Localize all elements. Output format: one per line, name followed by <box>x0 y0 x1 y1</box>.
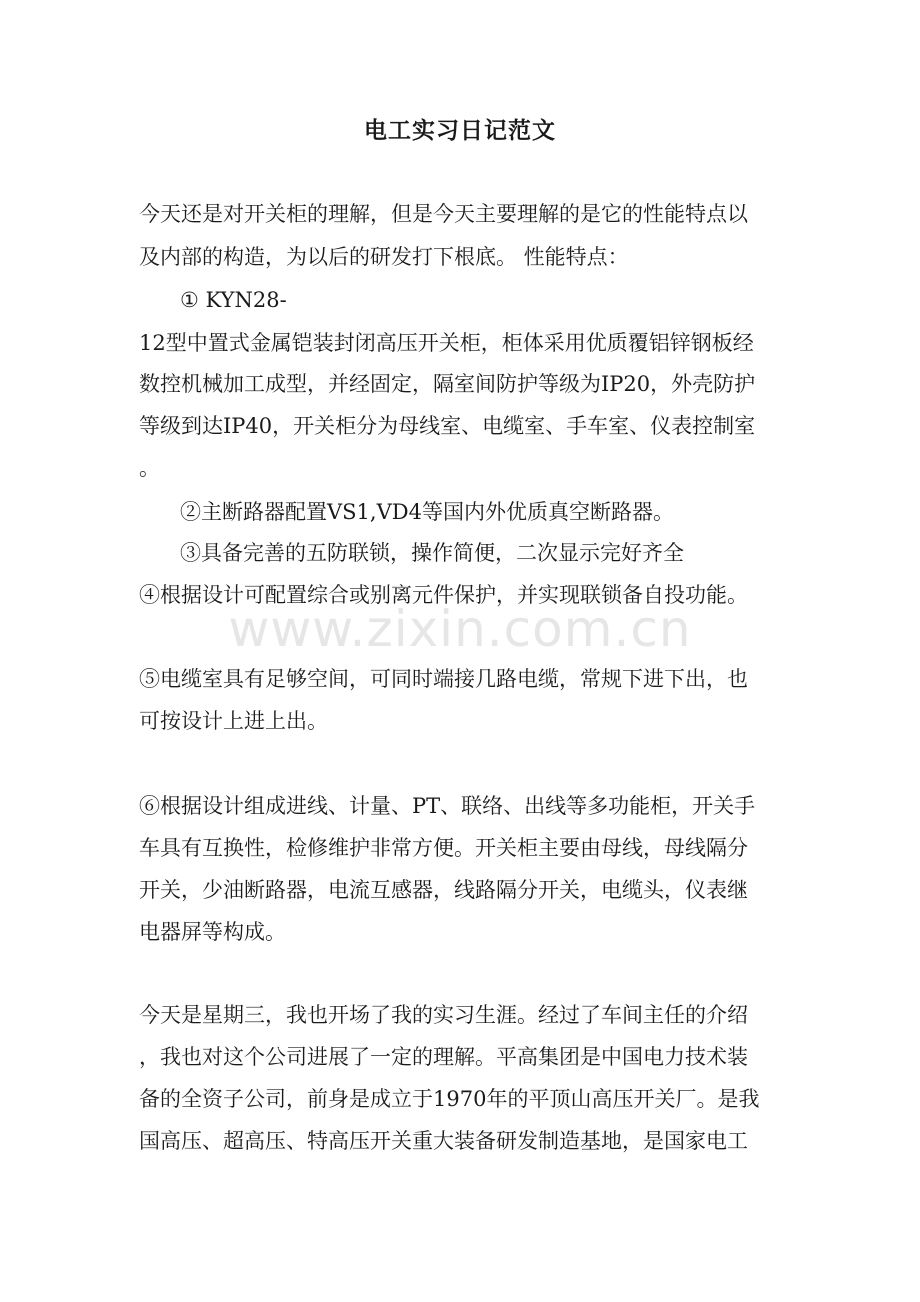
text-line: 车具有互换性，检修维护非常方便。开关柜主要由母线，母线隔分 <box>139 836 748 860</box>
text-line: ④根据设计可配置综合或别离元件保护，并实现联锁备自投功能。 <box>139 583 748 607</box>
text-line: 国高压、超高压、特高压开关重大装备研发制造基地，是国家电工 <box>139 1129 748 1153</box>
text-line: 数控机械加工成型，并经固定，隔室间防护等级为IP20，外壳防护 <box>139 372 756 396</box>
text-line: 12型中置式金属铠装封闭高压开关柜，柜体采用优质覆铝锌钢板经 <box>139 331 754 355</box>
text-line: ⑥根据设计组成进线、计量、PT、联络、出线等多功能柜，开关手 <box>139 794 756 818</box>
text-line: ②主断路器配置VS1,VD4等国内外优质真空断路器。 <box>180 500 674 524</box>
text-line: 今天是星期三，我也开场了我的实习生涯。经过了车间主任的介绍 <box>139 1003 748 1027</box>
text-line: ⑤电缆室具有足够空间，可同时端接几路电缆，常规下进下出，也 <box>139 667 748 691</box>
text-line: 今天还是对开关柜的理解，但是今天主要理解的是它的性能特点以 <box>139 202 748 226</box>
text-line: 电器屏等构成。 <box>139 920 286 944</box>
text-line: 可按设计上进上出。 <box>139 709 328 733</box>
text-line: 备的全资子公司，前身是成立于1970年的平顶山高压开关厂。是我 <box>139 1087 760 1111</box>
text-line: 。 <box>139 456 160 480</box>
text-line: 及内部的构造，为以后的研发打下根底。 性能特点： <box>139 245 629 269</box>
document-title: 电工实习日记范文 <box>364 117 556 144</box>
text-line: 开关，少油断路器，电流互感器，线路隔分开关，电缆头，仪表继 <box>139 878 748 902</box>
text-line: ① KYN28- <box>180 288 287 312</box>
text-line: ，我也对这个公司进展了一定的理解。平高集团是中国电力技术装 <box>139 1045 748 1069</box>
text-line: 等级到达IP40，开关柜分为母线室、电缆室、手车室、仪表控制室 <box>139 414 756 438</box>
watermark: www.zixin.com.cn <box>228 600 692 658</box>
text-line: ③具备完善的五防联锁，操作简便，二次显示完好齐全 <box>180 541 684 565</box>
